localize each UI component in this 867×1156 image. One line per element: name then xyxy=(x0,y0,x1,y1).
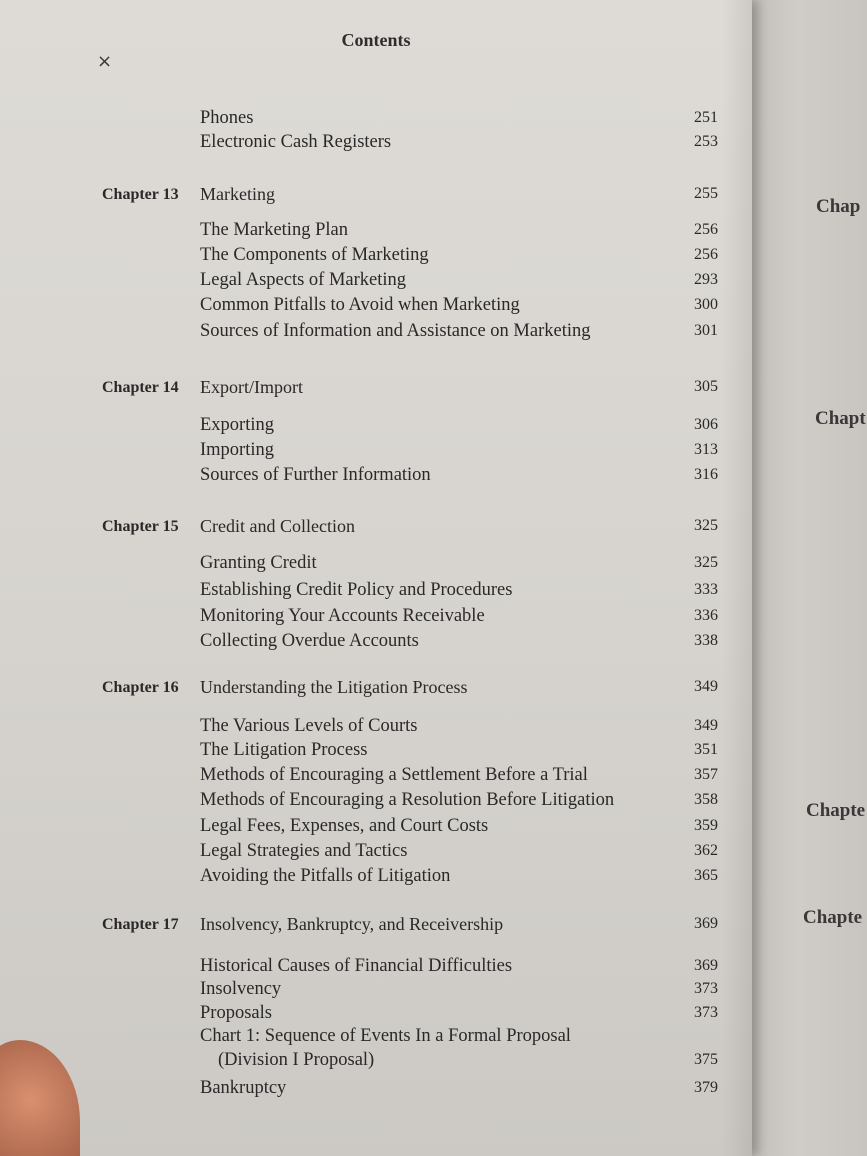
chapter-label: Chapter 13 xyxy=(102,186,179,203)
toc-chapter-row[interactable] xyxy=(0,184,752,210)
section-page: 375 xyxy=(694,1051,718,1068)
toc-section-row[interactable] xyxy=(0,321,752,347)
section-title: Legal Aspects of Marketing xyxy=(200,270,407,290)
section-title: Sources of Further Information xyxy=(200,465,431,485)
section-page: 379 xyxy=(694,1079,718,1096)
section-page: 373 xyxy=(694,1004,718,1021)
section-page: 293 xyxy=(694,271,718,288)
chapter-page: 325 xyxy=(694,517,718,534)
section-page: 256 xyxy=(694,221,718,238)
toc-section-row[interactable] xyxy=(0,132,752,158)
close-icon[interactable]: × xyxy=(97,51,113,72)
section-title: Electronic Cash Registers xyxy=(200,132,392,152)
chapter-page: 255 xyxy=(694,185,718,202)
chapter-label: Chapter 15 xyxy=(102,518,179,535)
section-page: 357 xyxy=(694,766,718,783)
page-header: Contents xyxy=(341,30,411,50)
section-page: 365 xyxy=(694,867,718,884)
section-page: 301 xyxy=(694,322,718,339)
toc-section-row[interactable] xyxy=(0,740,752,766)
facing-page xyxy=(752,0,867,1156)
section-page: 336 xyxy=(694,607,718,624)
toc-section-row[interactable] xyxy=(0,295,752,321)
section-title: The Components of Marketing xyxy=(200,245,429,265)
section-title: (Division I Proposal) xyxy=(218,1050,375,1070)
toc-section-row[interactable] xyxy=(0,440,752,466)
section-page: 256 xyxy=(694,246,718,263)
chapter-label: Chapter 16 xyxy=(102,679,179,696)
chapter-title: Credit and Collection xyxy=(200,516,355,536)
section-page: 253 xyxy=(694,133,718,150)
facing-page-fragment: Chap xyxy=(816,196,861,217)
section-title: Sources of Information and Assistance on Marketing xyxy=(200,321,591,341)
toc-section-row[interactable] xyxy=(0,841,752,867)
section-title: Legal Fees, Expenses, and Court Costs xyxy=(200,816,489,836)
section-page: 338 xyxy=(694,632,718,649)
section-page: 306 xyxy=(694,416,718,433)
section-title: The Litigation Process xyxy=(200,740,368,760)
toc-section-row[interactable] xyxy=(0,716,752,742)
section-title: Avoiding the Pitfalls of Litigation xyxy=(200,866,451,886)
toc-section-row[interactable] xyxy=(0,465,752,491)
section-title: Collecting Overdue Accounts xyxy=(200,631,419,651)
toc-section-row[interactable] xyxy=(0,979,752,1005)
toc-section-row[interactable] xyxy=(0,606,752,632)
section-page: 349 xyxy=(694,717,718,734)
chapter-page: 349 xyxy=(694,678,718,695)
toc-chapter-row[interactable] xyxy=(0,377,752,403)
facing-page-fragment: Chapte xyxy=(806,800,866,821)
toc-section-row[interactable] xyxy=(0,765,752,791)
toc-chapter-row[interactable] xyxy=(0,516,752,542)
toc-section-row[interactable] xyxy=(0,816,752,842)
toc-section-row[interactable] xyxy=(0,1026,752,1052)
chapter-title: Export/Import xyxy=(200,377,303,397)
facing-page-fragment: Chapt xyxy=(815,408,866,429)
chapter-label: Chapter 14 xyxy=(102,379,179,396)
section-title: Monitoring Your Accounts Receivable xyxy=(200,606,485,626)
section-page: 351 xyxy=(694,741,718,758)
section-page: 316 xyxy=(694,466,718,483)
section-page: 358 xyxy=(694,791,718,808)
section-title: Exporting xyxy=(200,415,274,435)
section-title: Chart 1: Sequence of Events In a Formal Proposal xyxy=(200,1026,571,1046)
section-title: Methods of Encouraging a Settlement Before a Trial xyxy=(200,765,588,785)
section-title: Establishing Credit Policy and Procedures xyxy=(200,580,513,600)
toc-section-row[interactable] xyxy=(0,553,752,579)
section-title: Methods of Encouraging a Resolution Before Litigation xyxy=(200,790,615,810)
section-page: 359 xyxy=(694,817,718,834)
toc-chapter-row[interactable] xyxy=(0,914,752,940)
chapter-title: Understanding the Litigation Process xyxy=(200,677,468,697)
section-page: 373 xyxy=(694,980,718,997)
chapter-page: 369 xyxy=(694,915,718,932)
section-page: 369 xyxy=(694,957,718,974)
section-title: Historical Causes of Financial Difficulties xyxy=(200,956,513,976)
toc-section-row[interactable] xyxy=(0,270,752,296)
section-page: 333 xyxy=(694,581,718,598)
section-title: Legal Strategies and Tactics xyxy=(200,841,408,861)
section-title: Insolvency xyxy=(200,979,282,999)
chapter-label: Chapter 17 xyxy=(102,916,179,933)
section-page: 325 xyxy=(694,554,718,571)
section-page: 251 xyxy=(694,109,718,126)
section-title: Importing xyxy=(200,440,274,460)
section-title: Common Pitfalls to Avoid when Marketing xyxy=(200,295,520,315)
toc-section-row[interactable] xyxy=(0,631,752,657)
chapter-page: 305 xyxy=(694,378,718,395)
toc-section-row[interactable] xyxy=(0,790,752,816)
toc-section-row[interactable] xyxy=(0,866,752,892)
toc-section-row[interactable] xyxy=(0,415,752,441)
toc-section-row[interactable] xyxy=(0,1050,752,1076)
facing-page-fragment: Chapte xyxy=(803,907,863,928)
section-page: 362 xyxy=(694,842,718,859)
toc-section-row[interactable] xyxy=(0,108,752,134)
section-title: Bankruptcy xyxy=(200,1078,287,1098)
section-title: The Various Levels of Courts xyxy=(200,716,418,736)
section-page: 313 xyxy=(694,441,718,458)
chapter-title: Marketing xyxy=(200,184,275,204)
section-page: 300 xyxy=(694,296,718,313)
toc-section-row[interactable] xyxy=(0,220,752,246)
section-title: Proposals xyxy=(200,1003,272,1023)
toc-section-row[interactable] xyxy=(0,580,752,606)
toc-chapter-row[interactable] xyxy=(0,677,752,703)
toc-section-row[interactable] xyxy=(0,245,752,271)
section-title: Granting Credit xyxy=(200,553,317,573)
chapter-title: Insolvency, Bankruptcy, and Receivership xyxy=(200,914,504,934)
section-title: Phones xyxy=(200,108,254,128)
toc-section-row[interactable] xyxy=(0,1078,752,1104)
section-title: The Marketing Plan xyxy=(200,220,348,240)
